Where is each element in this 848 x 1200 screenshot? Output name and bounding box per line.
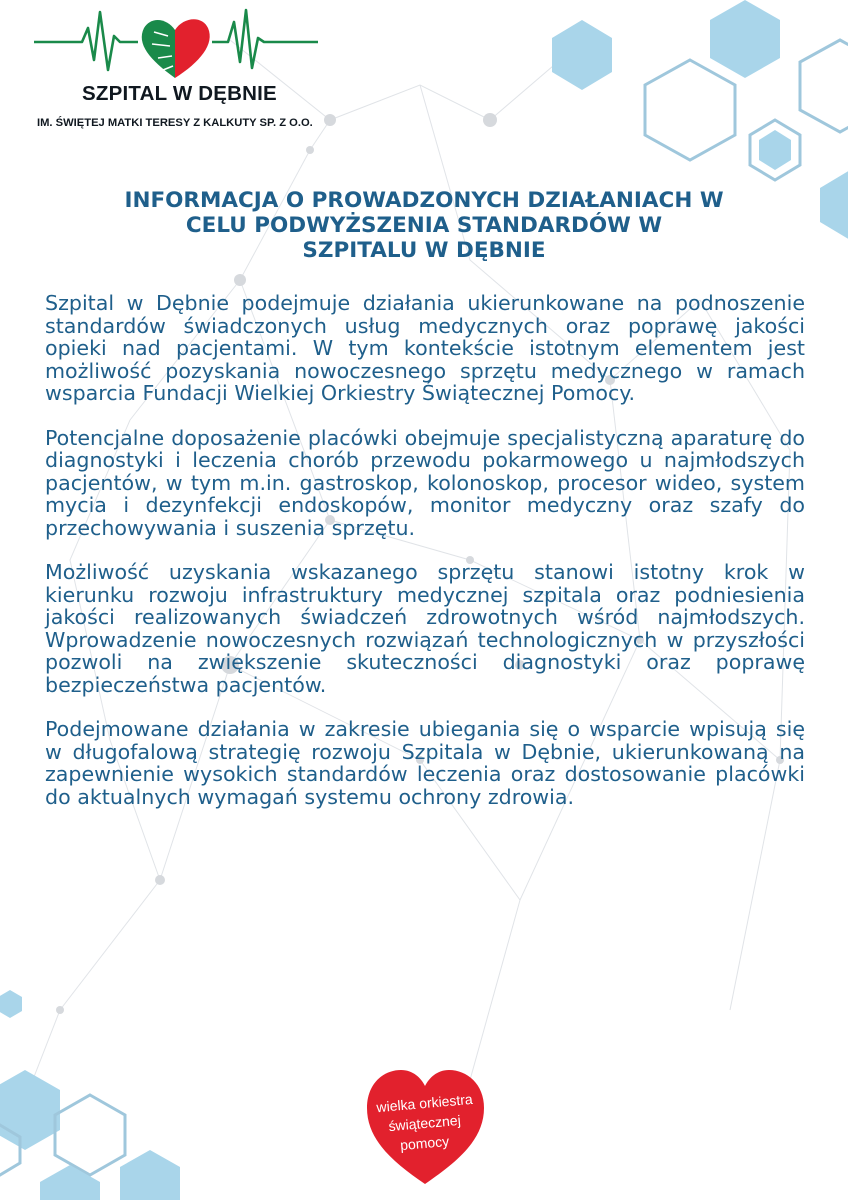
page-title [60,188,788,263]
heart-leaf-icon [142,19,210,78]
hospital-name: SZPITAL W DĘBNIE [82,82,277,105]
body-text [45,292,805,830]
wosp-line: pomocy [399,1132,450,1154]
hexagons-bottom-left [0,990,180,1200]
hospital-subtitle: IM. ŚWIĘTEJ MATKI TERESY Z KALKUTY SP. Z O.O. [37,117,313,129]
ekg-line-icon [34,12,138,70]
title-line: CELU PODWYŻSZENIA STANDARDÓW W [185,213,663,238]
paragraph: Podejmowane działania w zakresie ubiegania się o wsparcie wpisują się w długofalową strategię rozwoju Szpitala w Dębnie, ukierunkowaną na zapewnienie wysokich standardów leczenia oraz dostosowanie placówki do aktualnych wymagań systemu ochrony zdrowia. [45,717,805,809]
wosp-line: wielka orkiestra [375,1090,474,1116]
paragraph: Potencjalne doposażenie placówki obejmuje specjalistyczną aparaturę do diagnostyki i leczenia chorób przewodu pokarmowego u najmłodszych pacjentów, w tym m.in. gastroskop, kolonoskop, procesor wideo, system mycia i dezynfekcji endoskopów, monitor medyczny oraz szafy do przechowywania i suszenia sprzętu. [45,425,805,540]
title-line: SZPITALU W DĘBNIE [302,238,546,263]
wosp-heart-logo [363,1066,488,1186]
title-line: INFORMACJA O PROWADZONYCH DZIAŁANIACH W [124,188,724,213]
paragraph: Szpital w Dębnie podejmuje działania ukierunkowane na podnoszenie standardów świadczonych usług medycznych oraz poprawę jakości opieki nad pacjentami. W tym kontekście istotnym elementem jest możliwość pozyskania nowoczesnego sprzętu medycznego w ramach wsparcia Fundacji Wielkiej Orkiestry Świątecznej Pomocy. [45,291,805,405]
paragraph: Możliwość uzyskania wskazanego sprzętu stanowi istotny krok w kierunku rozwoju infrastruktury medycznej szpitala oraz podniesienia jakości realizowanych świadczeń zdrowotnych wśród najmłodszych. Wprowadzenie nowoczesnych rozwiązań technologicznych w przyszłości pozwoli na zwiększenie skuteczności diagnostyki oraz poprawę bezpieczeństwa pacjentów. [45,560,805,697]
ekg-line-icon [212,10,318,68]
wosp-line: świątecznej [387,1111,462,1135]
